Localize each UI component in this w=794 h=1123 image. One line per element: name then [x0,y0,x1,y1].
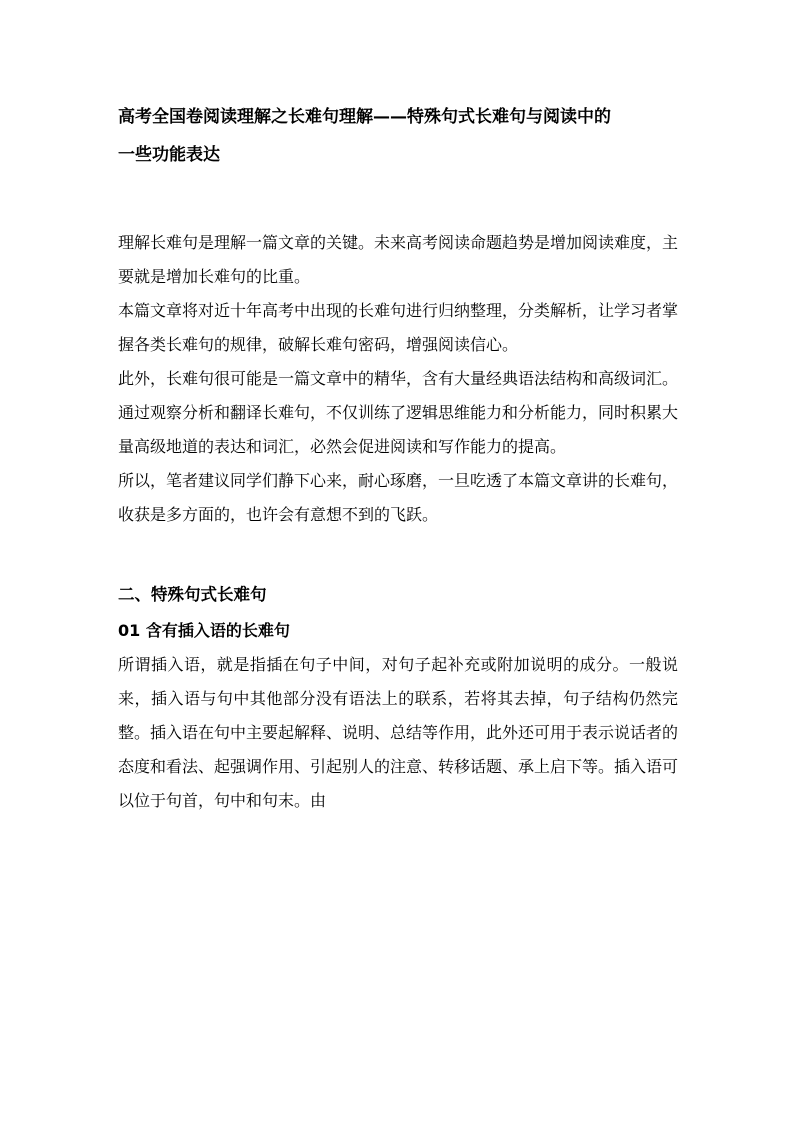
intro-paragraph-5: 所以，笔者建议同学们静下心来，耐心琢磨，一旦吃透了本篇文章讲的长难句，收获是多方面的，也许会有意想不到的飞跃。 [118,471,679,524]
intro-paragraph-2: 本篇文章将对近十年高考中出现的长难句进行归纳整理，分类解析，让学习者掌握各类长难句的规律，破解长难句密码，增强阅读信心。 [118,301,679,354]
intro-paragraph-4: 通过观察分析和翻译长难句，不仅训练了逻辑思维能力和分析能力，同时积累大量高级地道的表达和词汇，必然会促进阅读和写作能力的提高。 [118,403,679,456]
document-content [118,98,678,818]
document-title-line-2: 一些功能表达 [118,145,220,165]
section-heading: 二、特殊句式长难句 [118,585,267,604]
spacer [118,532,678,576]
spacer [118,174,678,226]
subsection-heading: 01 含有插入语的长难句 [118,621,290,640]
document-title-line-1: 高考全国卷阅读理解之长难句理解——特殊句式长难句与阅读中的 [118,107,611,127]
intro-paragraph-1: 理解长难句是理解一篇文章的关键。未来高考阅读命题趋势是增加阅读难度，主要就是增加长难句的比重。 [118,233,679,286]
intro-paragraph-3: 此外，长难句很可能是一篇文章中的精华，含有大量经典语法结构和高级词汇。 [118,369,679,388]
body-paragraph-1: 所谓插入语，就是指插在句子中间，对句子起补充或附加说明的成分。一般说来，插入语与句中其他部分没有语法上的联系，若将其去掉，句子结构仍然完整。插入语在句中主要起解释、说明、总结等作用，此外还可用于表示说话者的态度和看法、起强调作用、引起别人的注意、转移话题、承上启下等。插入语可以位于句首，句中和句末。由 [118,655,679,810]
